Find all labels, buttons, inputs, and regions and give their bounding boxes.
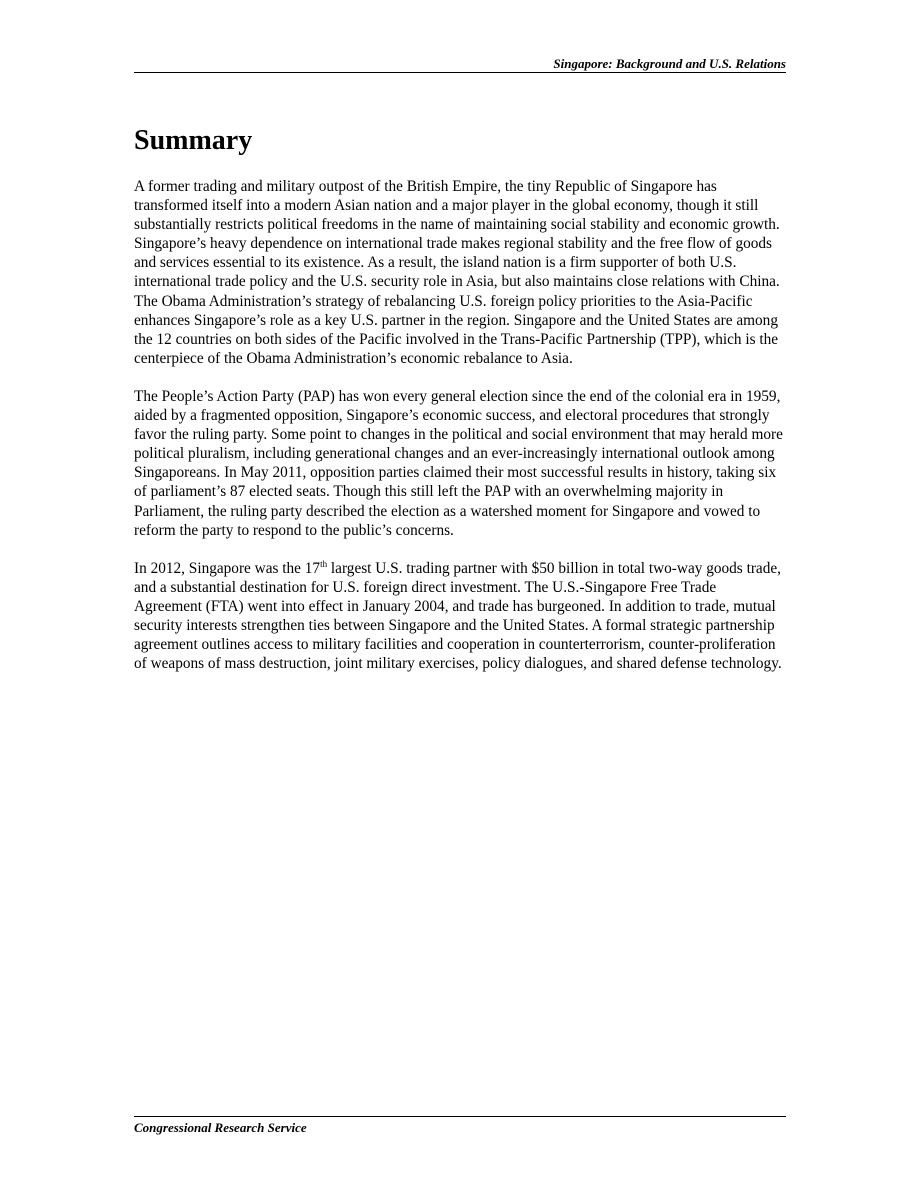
section-title: Summary bbox=[134, 125, 253, 156]
paragraph-3-lead: In 2012, Singapore was the 17 bbox=[134, 559, 321, 577]
footer-organization: Congressional Research Service bbox=[134, 1120, 307, 1135]
footer-divider bbox=[134, 1116, 786, 1117]
running-header: Singapore: Background and U.S. Relations bbox=[553, 56, 786, 71]
header-divider bbox=[134, 72, 786, 73]
ordinal-suffix: th bbox=[320, 558, 328, 569]
summary-paragraph-2: The People’s Action Party (PAP) has won every general election since the end of the colonial era in 1959, aided by a fragmented opposition, Singapore’s economic success, and electoral procedures that strongly favor the ruling party. Some point to changes in the political and social environment that may herald more political pluralism, including generational changes and an ever-increasingly international outlook among Singaporeans. In May 2011, opposition parties claimed their most successful results in history, taking six of parliament’s 87 elected seats. Though this still left the PAP with an overwhelming majority in Parliament, the ruling party described the election as a watershed moment for Singapore and vowed to reform the party to respond to the public’s concerns. bbox=[134, 387, 783, 539]
summary-body bbox=[134, 177, 786, 692]
paragraph-3-rest: largest U.S. trading partner with $50 billion in total two-way goods trade, and a substantial destination for U.S. foreign direct investment. The U.S.-Singapore Free Trade Agreement (FTA) went into effect in January 2004, and trade has burgeoned. In addition to trade, mutual security interests strengthen ties between Singapore and the United States. A formal strategic partnership agreement outlines access to military facilities and cooperation in counterterrorism, counter-proliferation of weapons of mass destruction, joint military exercises, policy dialogues, and shared defense technology. bbox=[134, 559, 782, 673]
summary-paragraph-3 bbox=[134, 559, 786, 674]
summary-paragraph-1: A former trading and military outpost of the British Empire, the tiny Republic of Singapore has transformed itself into a modern Asian nation and a major player in the global economy, though it still substantially restricts political freedoms in the name of maintaining social stability and economic growth. Singapore’s heavy dependence on international trade makes regional stability and the free flow of goods and services essential to its existence. As a result, the island nation is a firm supporter of both U.S. international trade policy and the U.S. security role in Asia, but also maintains close relations with China. The Obama Administration’s strategy of rebalancing U.S. foreign policy priorities to the Asia-Pacific enhances Singapore’s role as a key U.S. partner in the region. Singapore and the United States are among the 12 countries on both sides of the Pacific involved in the Trans-Pacific Partnership (TPP), which is the centerpiece of the Obama Administration’s economic rebalance to Asia. bbox=[134, 178, 780, 367]
